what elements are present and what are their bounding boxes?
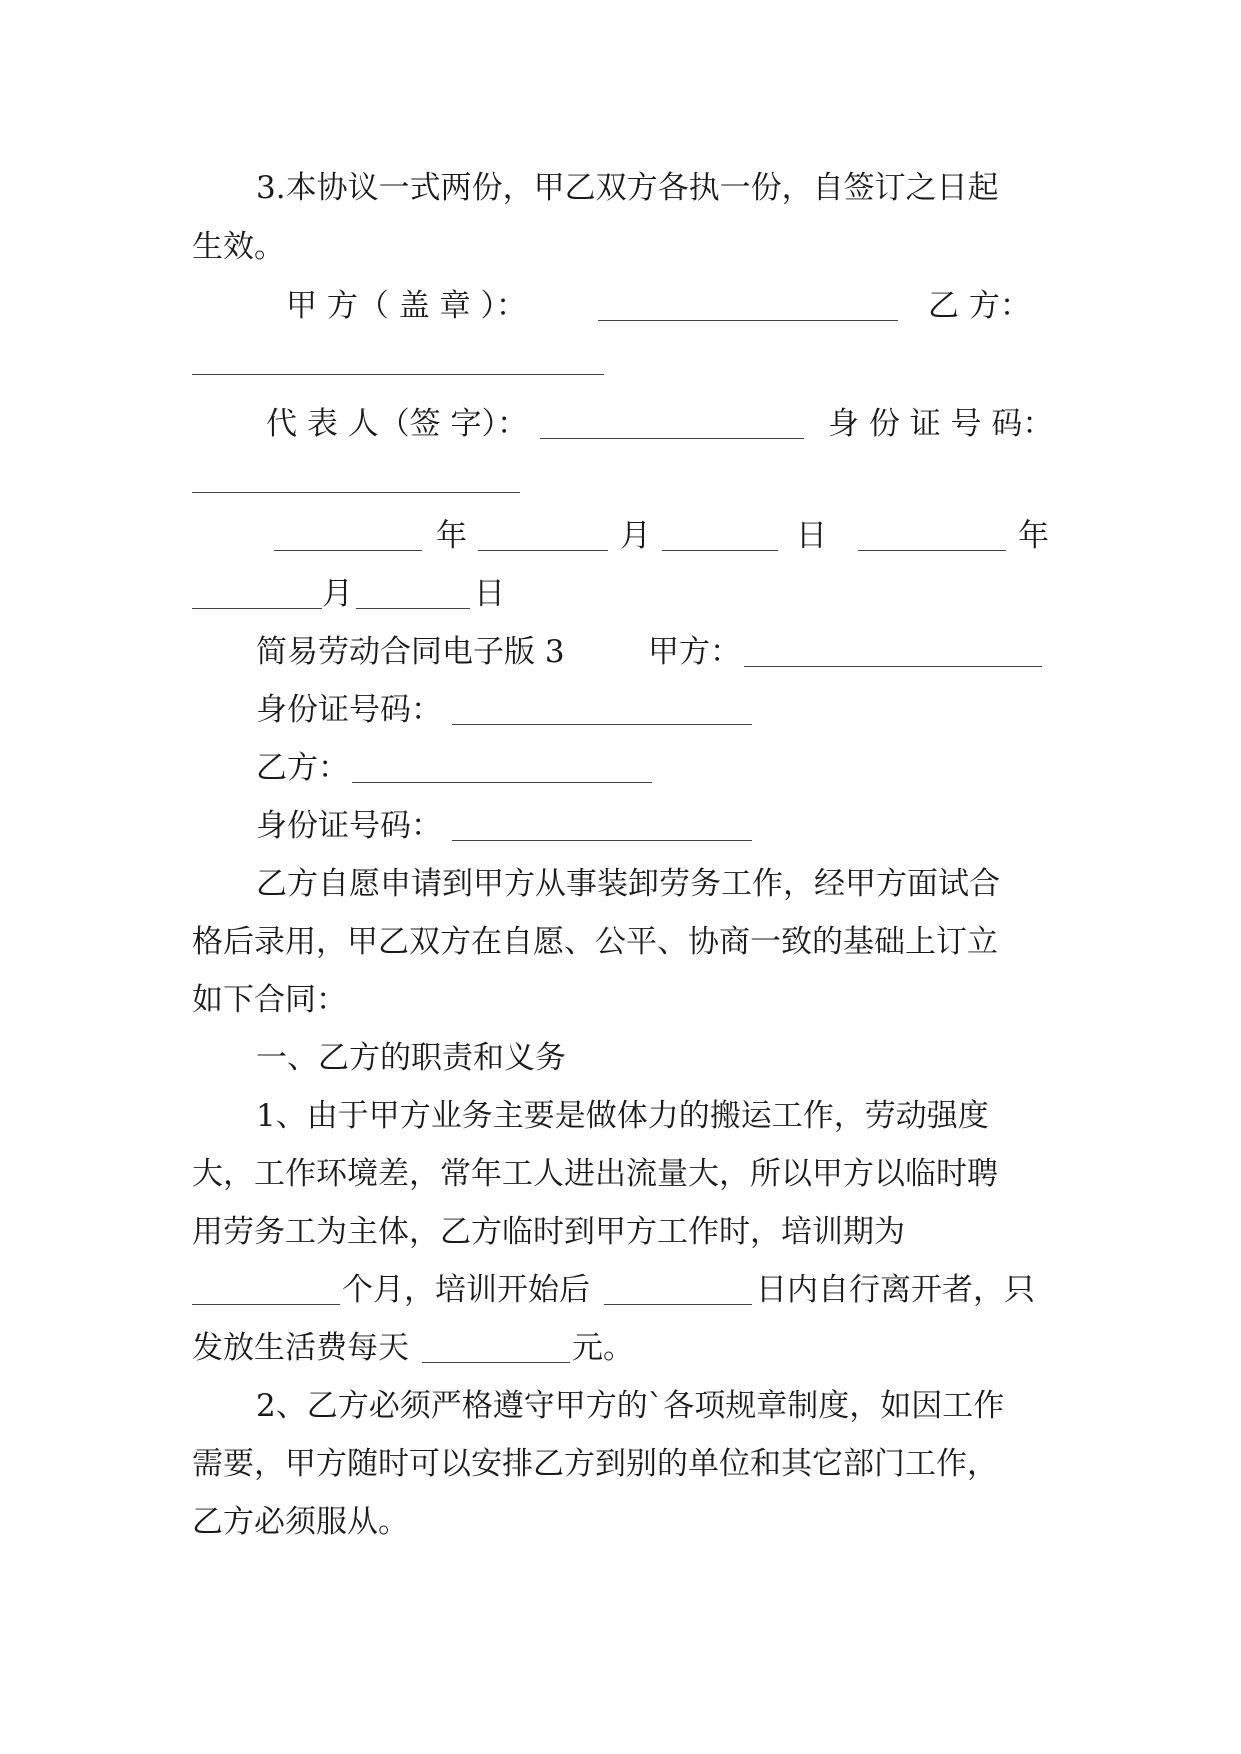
day-blank-2[interactable]: [356, 578, 470, 609]
party-b-line: [928, 286, 1031, 326]
party-a-seal-label: 甲 方（ 盖 章 ）：: [286, 288, 527, 324]
year-blank-1[interactable]: [274, 520, 422, 551]
item-1-text-1: 1、由于甲方业务主要是做体力的搬运工作，劳动强度: [256, 1098, 989, 1134]
intro-line-1: [256, 864, 1000, 904]
day-label-1: 日: [796, 518, 827, 554]
leave-days-blank[interactable]: [604, 1274, 752, 1305]
item-2-text-2: 需要，甲方随时可以安排乙方到别的单位和其它部门工作，: [192, 1446, 998, 1482]
party-a-line: [648, 632, 741, 672]
item-1-line-3: [192, 1212, 905, 1252]
id-number-blank-1[interactable]: [192, 462, 520, 493]
party-a-seal-blank[interactable]: [598, 290, 898, 321]
party-b-label: 乙 方：: [928, 288, 1031, 324]
clause-3-text-cont: 生效。: [192, 229, 285, 265]
representative-label: 代 表 人（签 字）：: [266, 406, 529, 442]
month-blank-2[interactable]: [192, 578, 322, 609]
intro-text-2: 格后录用，甲乙双方在自愿、公平、协商一致的基础上订立: [192, 924, 998, 960]
intro-text-3: 如下合同：: [192, 982, 347, 1018]
item-2-line-2: [192, 1444, 998, 1484]
day-label-2-wrap: [474, 574, 505, 614]
year-label-1: 年: [436, 518, 467, 554]
item-1-text-4b: 日内自行离开者，只: [756, 1272, 1035, 1308]
item-2-line-1: [256, 1386, 1004, 1426]
month-label-2: 月: [322, 576, 353, 612]
item-1-line-4b: [756, 1270, 1035, 1310]
party-b-line-2: [256, 748, 349, 788]
party-b-id-blank[interactable]: [452, 810, 752, 841]
year-label-2: 年: [1018, 518, 1049, 554]
year-label-2-wrap: [1018, 516, 1049, 556]
party-b-blank[interactable]: [192, 344, 604, 375]
item-2-line-3: [192, 1502, 409, 1542]
party-a-label: 甲方：: [648, 634, 741, 670]
item-1-line-5b: [572, 1328, 634, 1368]
item-1-text-5a: 发放生活费每天: [192, 1330, 409, 1366]
month-label-2-wrap: [322, 574, 353, 614]
id-number-label-1: 身 份 证 号 码：: [828, 406, 1054, 442]
section-1-heading: [256, 1038, 566, 1078]
item-2-text-1: 2、乙方必须严格遵守甲方的`各项规章制度，如因工作: [256, 1388, 1005, 1424]
year-blank-2[interactable]: [858, 520, 1006, 551]
id-number-line-1: [828, 404, 1053, 444]
item-1-text-2: 大，工作环境差，常年工人进出流量大，所以甲方以临时聘: [192, 1156, 998, 1192]
representative-blank[interactable]: [540, 408, 804, 439]
intro-line-2: [192, 922, 998, 962]
month-label-1: 月: [620, 518, 651, 554]
month-blank-1[interactable]: [478, 520, 608, 551]
item-1-line-2: [192, 1154, 998, 1194]
party-b-id-line: [256, 806, 442, 846]
clause-3-text: 3.本协议一式两份，甲乙双方各执一份，自签订之日起: [256, 170, 999, 206]
party-a-id-line: [256, 690, 442, 730]
day-blank-1[interactable]: [662, 520, 778, 551]
party-a-blank[interactable]: [744, 636, 1042, 667]
party-a-id-blank[interactable]: [452, 694, 752, 725]
item-2-text-3: 乙方必须服从。: [192, 1504, 409, 1540]
day-label-1-wrap: [796, 516, 827, 556]
party-a-id-label: 身份证号码：: [256, 692, 442, 728]
party-b-blank-2[interactable]: [352, 752, 652, 783]
item-1-line-4a: [342, 1270, 590, 1310]
clause-3-line-1: [256, 168, 999, 208]
item-1-text-4a: 个月，培训开始后: [342, 1272, 590, 1308]
training-months-blank[interactable]: [192, 1274, 340, 1305]
clause-3-line-2: [192, 227, 285, 267]
party-a-seal-line: [286, 286, 527, 326]
day-label-2: 日: [474, 576, 505, 612]
party-b-id-label: 身份证号码：: [256, 808, 442, 844]
item-1-text-3: 用劳务工为主体，乙方临时到甲方工作时，培训期为: [192, 1214, 905, 1250]
item-1-line-5a: [192, 1328, 409, 1368]
representative-line: [266, 404, 528, 444]
contract-title-line: [256, 632, 565, 672]
daily-allowance-blank[interactable]: [422, 1332, 570, 1363]
intro-line-3: [192, 980, 347, 1020]
contract-title: 简易劳动合同电子版 3: [256, 634, 565, 670]
item-1-line-1: [256, 1096, 989, 1136]
intro-text-1: 乙方自愿申请到甲方从事装卸劳务工作，经甲方面试合: [256, 866, 1000, 902]
item-1-text-5b: 元。: [572, 1330, 634, 1366]
year-label-1-wrap: [436, 516, 467, 556]
party-b-label-2: 乙方：: [256, 750, 349, 786]
section-1-title: 一、乙方的职责和义务: [256, 1040, 566, 1076]
month-label-1-wrap: [620, 516, 651, 556]
